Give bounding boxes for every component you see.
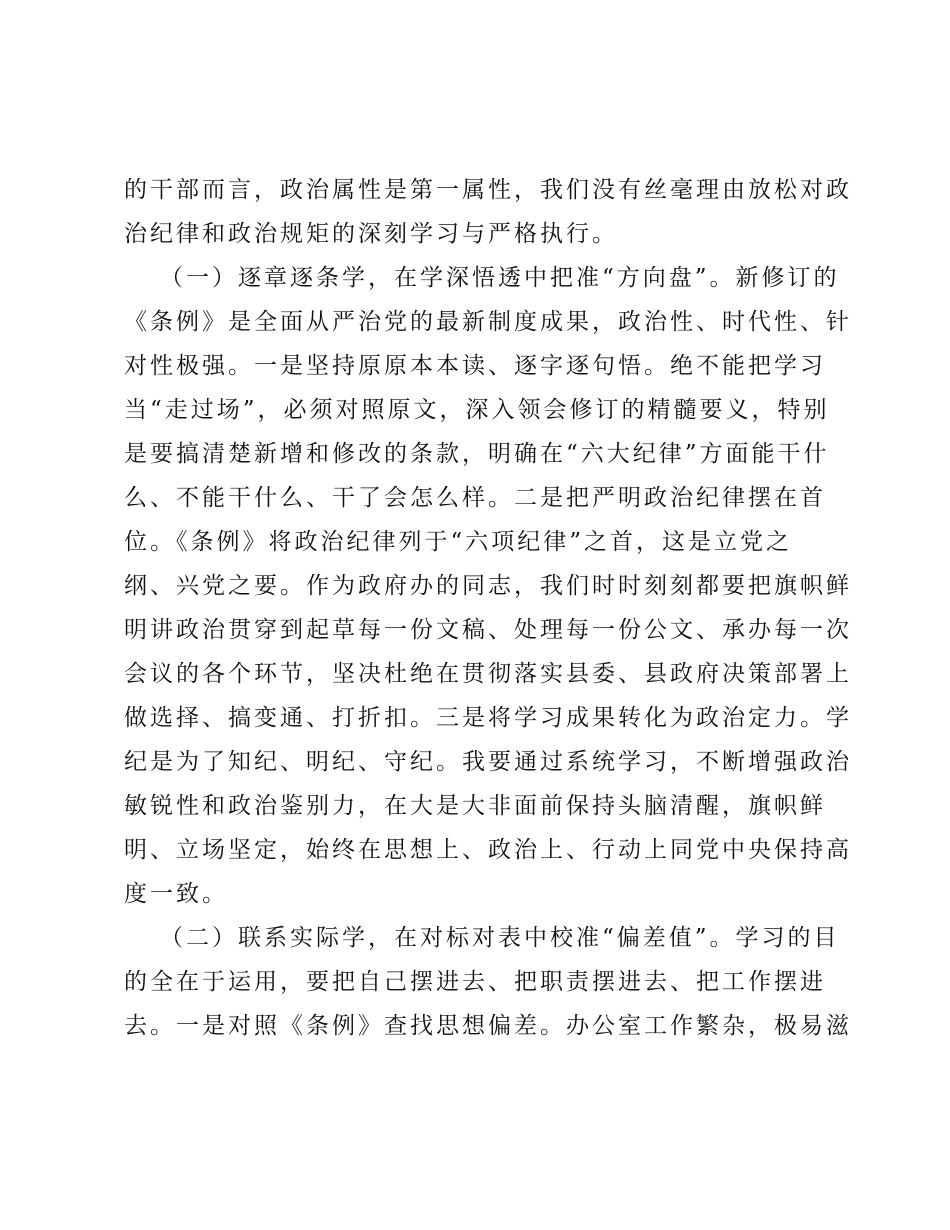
text-line: 去。一是对照《条例》查找思想偏差。办公室工作繁杂，极易滋: [124, 1013, 852, 1039]
text-line: 是要搞清楚新增和修改的条款，明确在“六大纪律”方面能干什: [124, 441, 830, 467]
text-line: 敏锐性和政治鉴别力，在大是大非面前保持头脑清醒，旗帜鲜: [124, 793, 826, 819]
text-line: 的干部而言，政治属性是第一属性，我们没有丝毫理由放松对政: [124, 177, 852, 203]
text-line: 纲、兴党之要。作为政府办的同志，我们时时刻刻都要把旗帜鲜: [124, 573, 852, 599]
text-line: 明讲政治贯穿到起草每一份文稿、处理每一份公文、承办每一次: [124, 617, 852, 643]
text-line: 的全在于运用，要把自己摆进去、把职责摆进去、把工作摆进: [124, 969, 826, 995]
text-line: 么、不能干什么、干了会怎么样。二是把严明政治纪律摆在首: [124, 485, 826, 511]
section-heading-line: （二）联系实际学，在对标对表中校准“偏差值”。学习的目: [160, 925, 840, 951]
text-line: 治纪律和政治规矩的深刻学习与严格执行。: [124, 221, 618, 247]
text-line: 《条例》是全面从严治党的最新制度成果，政治性、时代性、针: [124, 309, 852, 335]
text-line: 位。《条例》将政治纪律列于“六项纪律”之首，这是立党之: [124, 529, 793, 555]
text-line: 对性极强。一是坚持原原本本读、逐字逐句悟。绝不能把学习: [124, 353, 826, 379]
section-heading-line: （一）逐章逐条学，在学深悟透中把准“方向盘”。新修订的: [160, 265, 840, 291]
text-line: 纪是为了知纪、明纪、守纪。我要通过系统学习，不断增强政治: [124, 749, 852, 775]
text-line: 会议的各个环节，坚决杜绝在贯彻落实县委、县政府决策部署上: [124, 661, 852, 687]
text-line: 度一致。: [124, 881, 228, 907]
text-line: 做选择、搞变通、打折扣。三是将学习成果转化为政治定力。学: [124, 705, 852, 731]
text-line: 当“走过场”，必须对照原文，深入领会修订的精髓要义，特别: [124, 397, 830, 423]
text-line: 明、立场坚定，始终在思想上、政治上、行动上同党中央保持高: [124, 837, 852, 863]
